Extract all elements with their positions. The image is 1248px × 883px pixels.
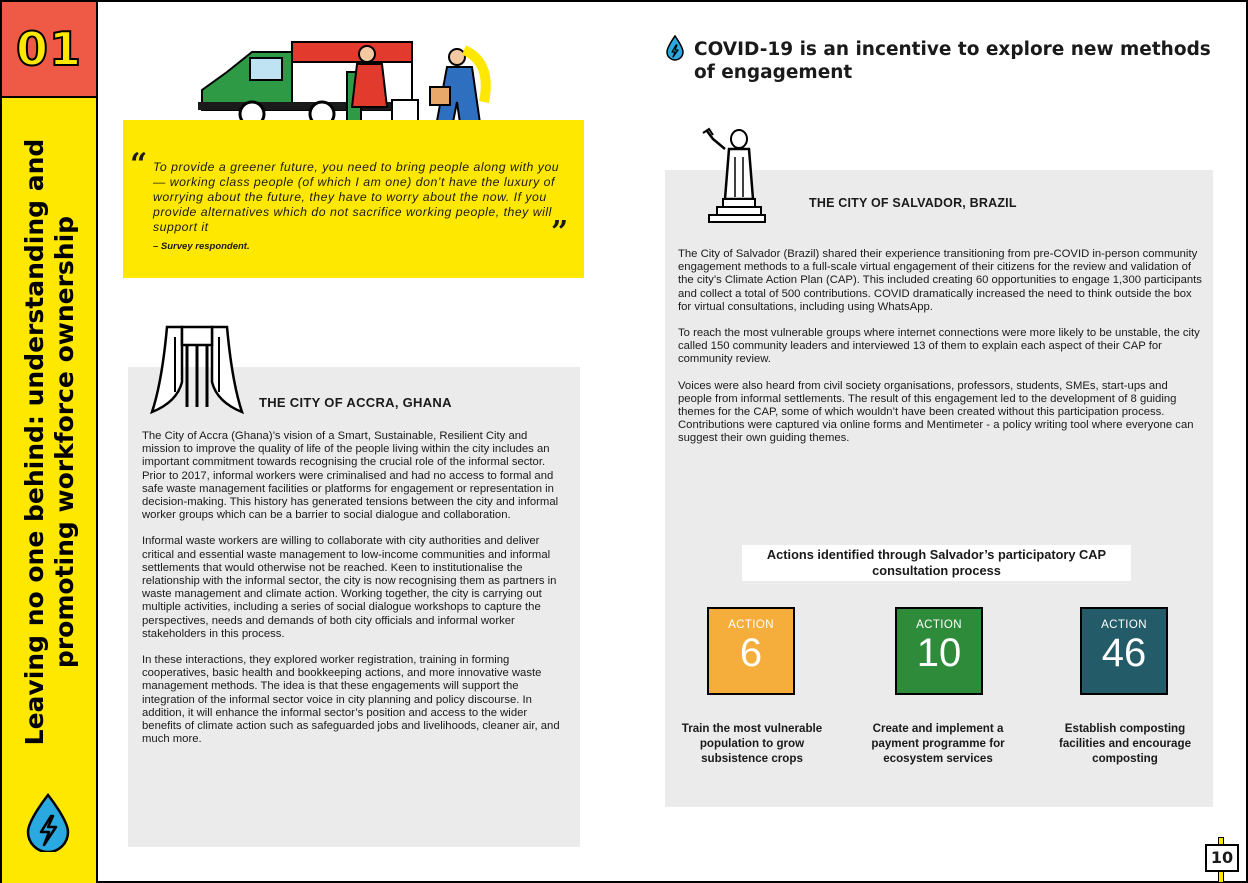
salvador-paragraph: The City of Salvador (Brazil) shared their experience transitioning from pre-COVID in-person community engagement methods to a full-scale virtual engagement of their citizens for the review and validation of the city’s Climate Action Plan (CAP). This included creating 60 opportunities to engage 1,300 participants and collect a total of 500 contributions. COVID dramatically increased the need to think outside the box for virtual consultations, including using WhatsApp. [678, 248, 1202, 313]
salvador-paragraph: To reach the most vulnerable groups where internet connections were more likely to be unstable, the city called 150 community leaders and interviewed 13 of them to explain each aspect of their CAP for community review. [678, 327, 1200, 366]
salvador-body [678, 248, 1203, 459]
energy-drop-icon [665, 35, 685, 61]
action-number: 10 [916, 631, 962, 675]
action-number: 6 [739, 631, 763, 675]
salvador-title: THE CITY OF SALVADOR, BRAZIL [809, 196, 1017, 210]
action-label: ACTION [916, 619, 962, 631]
sidebar [2, 2, 98, 883]
salvador-statue-illustration [699, 127, 769, 225]
chapter-title: Leaving no one behind: understanding and promoting workforce ownership [20, 138, 79, 746]
accra-paragraph: Informal waste workers are willing to collaborate with city authorities and deliver critical and essential waste management to low-income communities and informal settlements that would otherwise not be reached. Keen to institutionalise the relationship with the informal sector, the city is now recognising them as partners in waste management and climate action. Working together, the city is carrying out multiple activities, including a series of social dialogue workshops to capture the perspectives, needs and demands of both city officials and informal worker stakeholders in this process. [142, 535, 557, 640]
quote-text: To provide a greener future, you need to bring people along with you — working class people (of which I am one) don’t have the luxury of worrying about the future, they have to worry about the now. If you provide alternatives which do not sacrifice working people, they will support it [153, 160, 560, 234]
section-heading: COVID-19 is an incentive to explore new methods of engagement [694, 39, 1211, 83]
action-number: 46 [1101, 631, 1147, 675]
accra-body [142, 430, 568, 759]
quote-open-mark: “ [130, 147, 148, 182]
energy-drop-icon [24, 792, 72, 852]
actions-heading: Actions identified through Salvador’s participatory CAP consultation process [742, 545, 1131, 581]
accra-paragraph: The City of Accra (Ghana)’s vision of a Smart, Sustainable, Resilient City and mission to improve the quality of life of the people living within the city includes an important commitment towards recognising the crucial role of the informal sector. Prior to 2017, informal workers were criminalised and had no access to formal and safe waste management facilities or platforms for engagement or representation in decision-making. This history has generated tensions between the city and informal worker groups which can be a barrier to social dialogue and collaboration. [142, 430, 559, 522]
page-number: 10 [1205, 844, 1239, 872]
quote-source: – Survey respondent. [153, 241, 250, 252]
accra-title: THE CITY OF ACCRA, GHANA [259, 395, 452, 410]
action-10-box [895, 607, 983, 695]
accra-monument-illustration [147, 322, 247, 417]
accra-paragraph: In these interactions, they explored worker registration, training in forming cooperatives, basic health and bookkeeping actions, and more innovative waste management methods. The idea is that these engagements will support the integration of the informal sector voice in city planning and policy discourse. In addition, it will enhance the informal sector’s position and access to the wider benefits of climate action such as safeguarded jobs and livelihoods, cleaner air, and much more. [142, 654, 560, 746]
action-label: ACTION [728, 619, 774, 631]
action-46-box [1080, 607, 1168, 695]
quote-close-mark: ” [551, 215, 569, 250]
chapter-number: 01 [15, 22, 82, 76]
action-10-description: Create and implement a payment programme for ecosystem services [871, 722, 1005, 765]
chapter-box [2, 2, 96, 98]
action-6-box [707, 607, 795, 695]
action-6-description: Train the most vulnerable population to grow subsistence crops [681, 722, 823, 765]
quote-box [123, 120, 584, 278]
salvador-paragraph: Voices were also heard from civil society organisations, professors, students, SMEs, start-ups and people from informal settlements. The result of this engagement led to the development of 8 guiding themes for the CAP, some of which wouldn’t have been created without this participation process. Contributions were captured via online forms and Mentimeter - a policy writing tool where everyone can suggest their own guiding themes. [678, 379, 1194, 445]
action-46-description: Establish composting facilities and encourage composting [1058, 722, 1192, 765]
action-label: ACTION [1101, 619, 1147, 631]
